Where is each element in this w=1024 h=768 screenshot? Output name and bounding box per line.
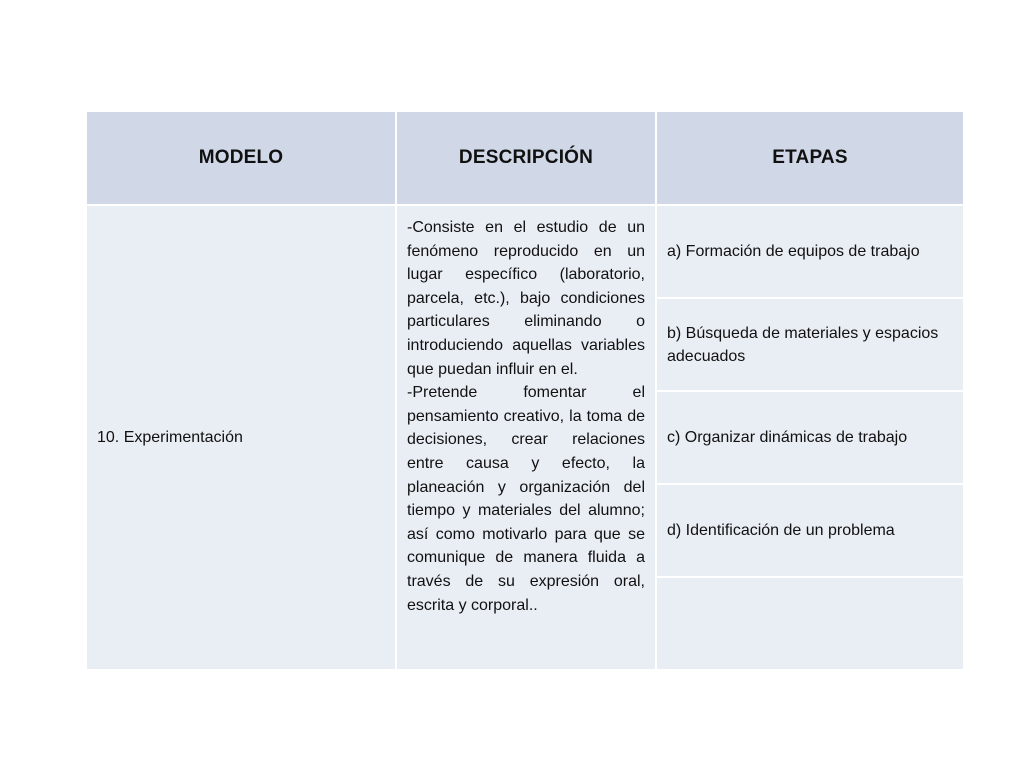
modelo-cell: 10. Experimentación: [86, 205, 396, 670]
etapa-c: c) Organizar dinámicas de trabajo: [656, 391, 964, 484]
descripcion-paragraph-2: -Pretende fomentar el pensamiento creativo, la toma de decisiones, crear relaciones entre causa y efecto, la planeación y organización del tiempo y materiales del alumno; así como motivarlo para que se comunique de manera fluida a través de su expresión oral, escrita y corporal..: [407, 384, 645, 614]
table-row: [86, 205, 964, 298]
etapa-d: d) Identificación de un problema: [656, 484, 964, 577]
descripcion-paragraph-1: -Consiste en el estudio de un fenómeno reproducido en un lugar específico (laboratorio, parcela, etc.), bajo condiciones particulares eliminando o introduciendo aquellas variables que puedan influir en el.: [407, 219, 645, 378]
models-table: [85, 110, 965, 671]
header-modelo: MODELO: [86, 111, 396, 205]
header-row: [86, 111, 964, 205]
header-etapas: ETAPAS: [656, 111, 964, 205]
etapa-b: b) Búsqueda de materiales y espacios adecuados: [656, 298, 964, 391]
header-descripcion: DESCRIPCIÓN: [396, 111, 656, 205]
etapa-empty: [656, 577, 964, 670]
etapa-a: a) Formación de equipos de trabajo: [656, 205, 964, 298]
descripcion-cell: [396, 205, 656, 670]
